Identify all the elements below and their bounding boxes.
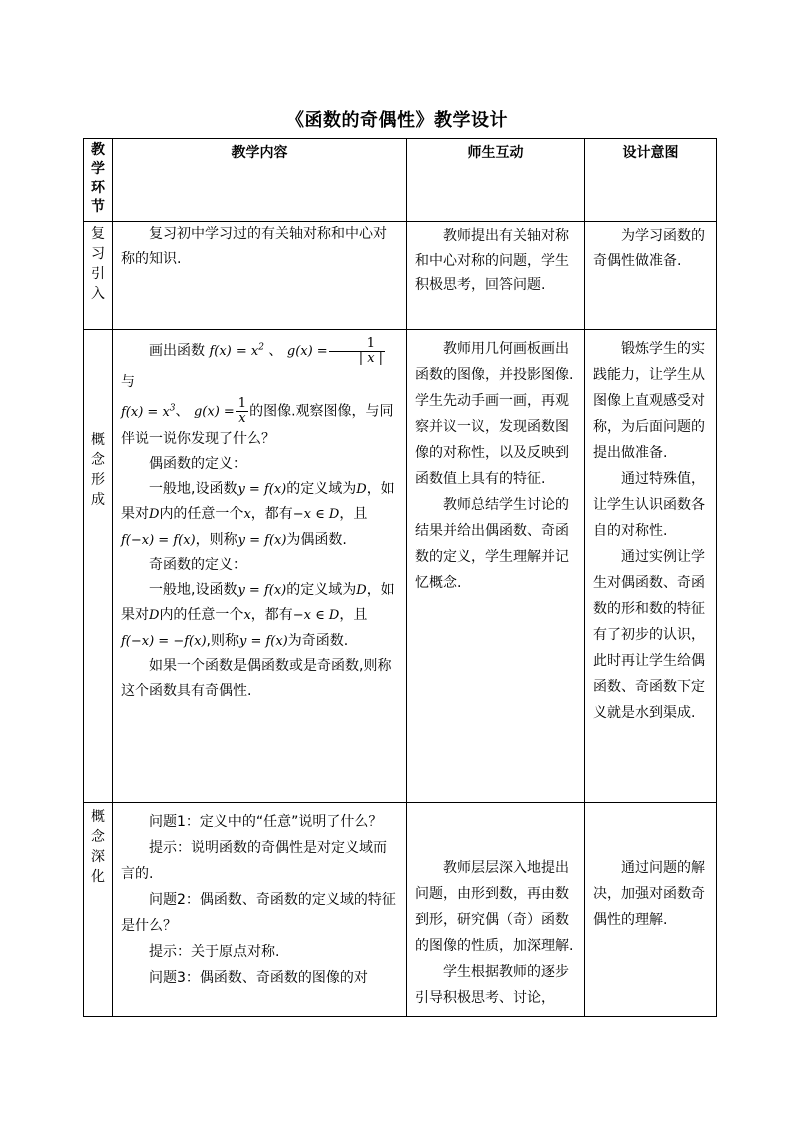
parity-definition: 如果一个函数是偶函数或是奇函数,则称这个函数具有奇偶性. (121, 658, 392, 699)
content-text: 提示：说明函数的奇偶性是对定义域而言的. (121, 840, 387, 882)
lesson-plan-table (83, 138, 717, 1017)
table-row (84, 330, 717, 803)
intent-text: 为学习函数的奇偶性做准备. (593, 228, 705, 269)
header-intent: 设计意图 (585, 139, 717, 222)
interaction-text: 学生根据教师的逐步引导积极思考、讨论， (415, 964, 569, 1006)
intent-text: 通过问题的解决，加强对函数奇偶性的理解. (593, 860, 705, 928)
content-text: 问题2：偶函数、奇函数的定义域的特征是什么？ (121, 892, 396, 934)
page-title: 《函数的奇偶性》教学设计 (286, 110, 508, 131)
table-row (84, 222, 717, 330)
interaction-text: 教师用几何画板画出函数的图像，并投影图像.学生先动手画一画，再观察并议一议，发现函数图像的对称性，以及反映到函数值上具有的特征. (415, 341, 574, 487)
interaction-cell (407, 330, 585, 803)
table-row (84, 803, 717, 1017)
content-intro: 画出函数 $f(x) = x^2$ 、 g(x) = $\frac{1}{| x |}$ 与 (121, 335, 384, 390)
stage-cell: 复习引入 (84, 222, 113, 330)
interaction-text: 教师提出有关轴对称和中心对称的问题，学生积极思考，回答问题. (415, 228, 569, 293)
interaction-cell (407, 222, 585, 330)
odd-definition: 一般地,设函数y = f(x)的定义域为D，如果对D内的任意一个x，都有−x ∈ D，且f(−x) = −f(x),则称y = f(x)为奇函数. (121, 581, 395, 649)
header-content: 教学内容 (113, 139, 407, 222)
even-definition: 一般地,设函数y = f(x)的定义域为D，如果对D内的任意一个x，都有−x ∈ D，且f(−x) = f(x)，则称y = f(x)为偶函数. (121, 480, 395, 548)
interaction-text: 教师总结学生讨论的结果并给出偶函数、奇函数的定义，学生理解并记忆概念. (415, 497, 569, 591)
header-stage: 教学环节 (84, 139, 113, 222)
interaction-cell (407, 803, 585, 1017)
content-text: 复习初中学习过的有关轴对称和中心对称的知识. (121, 226, 387, 267)
stage-cell: 概念形成 (84, 330, 113, 803)
odd-definition-title: 奇函数的定义： (149, 557, 247, 573)
content-cell (113, 330, 407, 803)
interaction-text: 教师层层深入地提出问题，由形到数，再由数到形，研究偶（奇）函数的图像的性质，加深理解. (415, 860, 574, 954)
intent-cell (585, 222, 717, 330)
content-cell (113, 803, 407, 1017)
content-text: 问题3：偶函数、奇函数的图像的对 (149, 970, 368, 986)
even-definition-title: 偶函数的定义： (149, 456, 247, 472)
content-text: 问题1：定义中的“任意”说明了什么？ (149, 814, 383, 830)
intent-text: 通过实例让学生对偶函数、奇函数的形和数的特征有了初步的认识，此时再让学生给偶函数、奇函数下定义就是水到渠成. (593, 549, 705, 721)
table-header-row (84, 139, 717, 222)
content-text: 提示：关于原点对称. (149, 944, 280, 960)
stage-cell: 概念深化 (84, 803, 113, 1017)
intent-cell (585, 330, 717, 803)
intent-cell (585, 803, 717, 1017)
header-interaction: 师生互动 (407, 139, 585, 222)
intent-text: 通过特殊值，让学生认识函数各自的对称性. (593, 471, 705, 539)
content-intro-2: $f(x) = x^3$、 g(x) = $\frac{1}{x}$ 的图像.观察图像，与同伴说一说你发现了什么？ (121, 396, 394, 447)
intent-text: 锻炼学生的实践能力，让学生从图像上直观感受对称，为后面问题的提出做准备. (593, 341, 705, 461)
content-cell (113, 222, 407, 330)
